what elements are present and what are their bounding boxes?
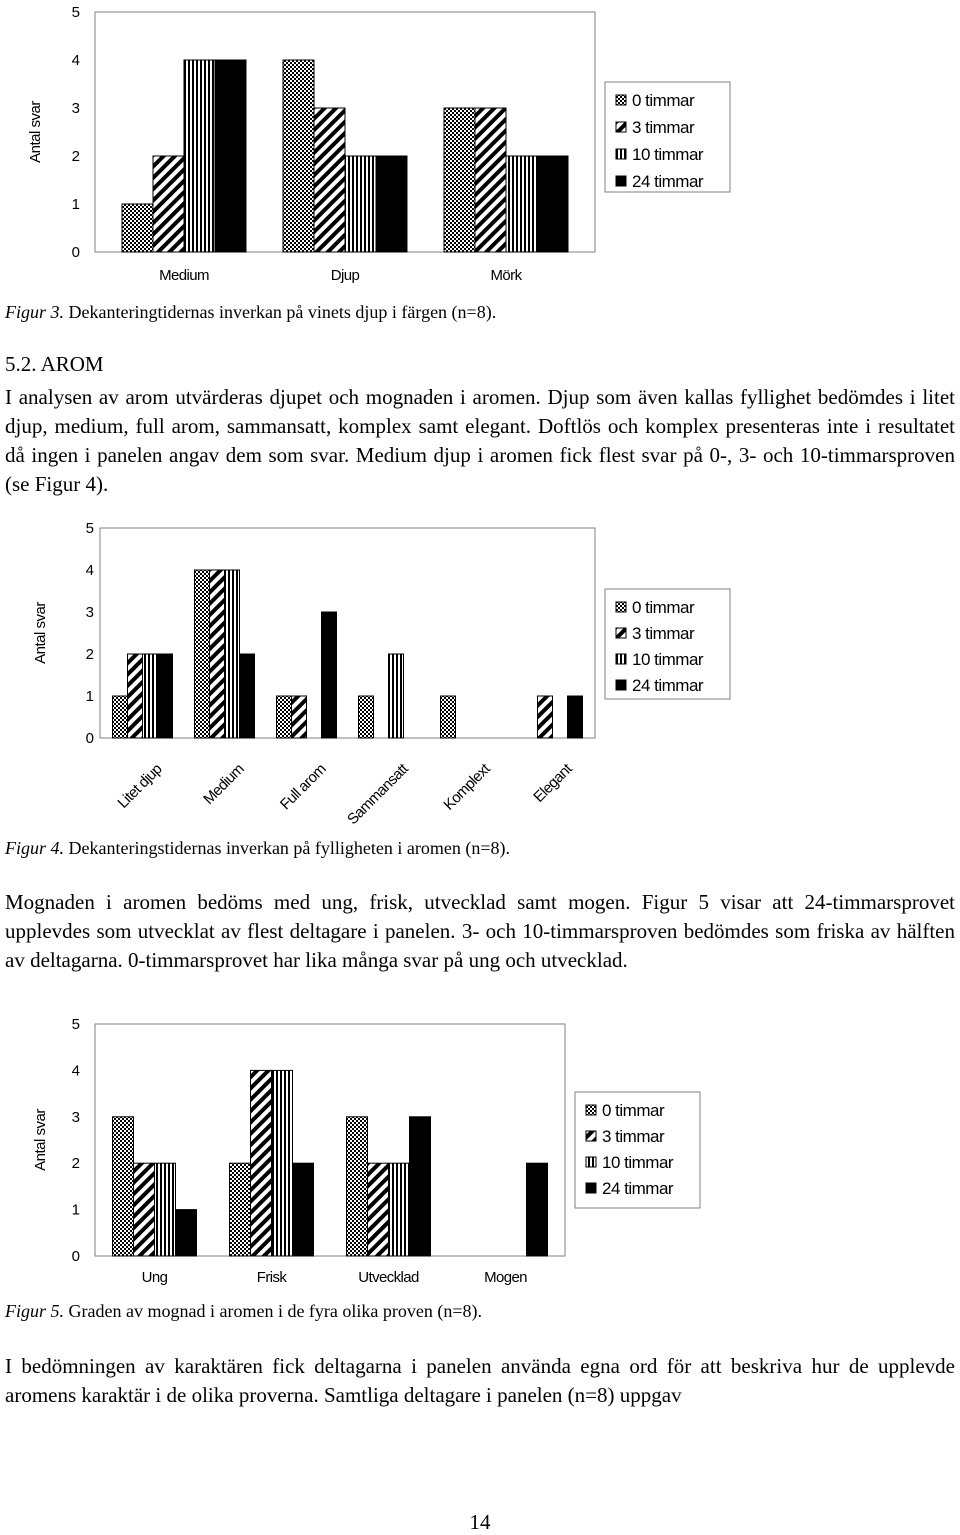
y-tick-label: 4 — [71, 52, 80, 69]
caption-figur-5 — [5, 1300, 955, 1322]
paragraph-arom: I analysen av arom utvärderas djupet och mognaden i aromen. Djup som även kallas fyllighet bedömdes i litet djup, medium, full arom, sammansatt, komplex samt elegant. Doftlös och komplex presenteras inte i resultatet då ingen i panelen angav dem som svar. Medium djup i aromen fick flest svar på 0-, 3- och 10-timmarsproven (se Figur 4). — [5, 385, 955, 496]
y-tick-label: 2 — [85, 646, 94, 663]
plot-area — [100, 528, 595, 738]
y-tick-label: 1 — [71, 1201, 80, 1219]
bar-10-timmar-ung — [155, 1163, 176, 1256]
caption-text: Dekanteringstidernas inverkan på fylligheten i aromen (n=8). — [64, 838, 511, 858]
category-label: Komplext — [440, 760, 494, 814]
caption-figur-3 — [5, 301, 955, 323]
legend-swatch — [616, 149, 626, 159]
bar-24-timmar-litet-djup — [158, 654, 173, 738]
bar-24-timmar-ung — [176, 1210, 197, 1256]
page-number: 14 — [469, 1510, 491, 1534]
bar-3-timmar-full-arom — [292, 696, 307, 738]
bar-chart-fyllighet — [0, 505, 960, 835]
category-label: Frisk — [256, 1269, 287, 1286]
legend-swatch — [616, 654, 626, 664]
y-tick-label: 3 — [71, 100, 80, 117]
y-axis-label: Antal svar — [32, 1109, 49, 1171]
caption-label: Figur 5. — [5, 1301, 65, 1321]
bar-10-timmar-mörk — [506, 156, 537, 252]
legend-label: 10 timmar — [632, 145, 704, 164]
legend-label: 0 timmar — [632, 598, 695, 617]
bar-3-timmar-utvecklad — [368, 1163, 389, 1256]
caption-text: Graden av mognad i aromen i de fyra olika proven (n=8). — [64, 1301, 483, 1321]
section-heading: 5.2. AROM — [5, 352, 104, 376]
bar-3-timmar-frisk — [251, 1070, 272, 1256]
legend-swatch — [616, 122, 626, 132]
bar-chart-mognad — [0, 1008, 960, 1293]
legend-label: 3 timmar — [632, 624, 695, 643]
bar-24-timmar-elegant — [568, 696, 583, 738]
y-tick-label: 0 — [85, 730, 94, 747]
bar-0-timmar-ung — [113, 1117, 134, 1256]
y-tick-label: 0 — [71, 244, 80, 261]
bar-3-timmar-mörk — [475, 108, 506, 252]
y-tick-label: 5 — [71, 4, 80, 21]
bar-10-timmar-sammansatt — [389, 654, 404, 738]
caption-label: Figur 4. — [5, 838, 65, 858]
bar-24-timmar-utvecklad — [410, 1117, 431, 1256]
bar-10-timmar-djup — [345, 156, 376, 252]
y-tick-label: 4 — [71, 1062, 80, 1080]
legend-swatch — [616, 95, 626, 105]
category-label: Mörk — [490, 267, 522, 284]
chart-figur-5 — [0, 1008, 960, 1293]
bar-3-timmar-litet-djup — [128, 654, 143, 738]
category-label: Medium — [200, 760, 248, 809]
y-tick-label: 2 — [71, 1155, 80, 1173]
caption-label: Figur 3. — [5, 302, 65, 322]
bar-24-timmar-mogen — [527, 1163, 548, 1256]
bar-3-timmar-medium — [153, 156, 184, 252]
y-axis-label: Antal svar — [27, 101, 44, 163]
legend — [605, 589, 730, 699]
bar-3-timmar-djup — [314, 108, 345, 252]
bar-0-timmar-full-arom — [277, 696, 292, 738]
legend-swatch — [586, 1157, 596, 1167]
category-label: Litet djup — [114, 760, 166, 812]
chart-figur-3 — [0, 0, 960, 292]
category-label: Utvecklad — [358, 1269, 419, 1286]
bar-24-timmar-frisk — [293, 1163, 314, 1256]
legend-swatch — [586, 1105, 596, 1115]
bar-24-timmar-medium — [240, 654, 255, 738]
legend-swatch — [586, 1131, 596, 1141]
category-label: Mogen — [484, 1269, 527, 1286]
bar-24-timmar-mörk — [537, 156, 568, 252]
y-axis-label: Antal svar — [32, 602, 49, 664]
caption-figur-4 — [5, 837, 955, 859]
legend-swatch — [616, 602, 626, 612]
bar-0-timmar-sammansatt — [359, 696, 374, 738]
legend — [575, 1092, 700, 1208]
category-label: Djup — [330, 267, 360, 284]
bar-24-timmar-medium — [215, 60, 246, 252]
paragraph-karaktar: I bedömningen av karaktären fick deltagarna i panelen använda egna ord för att beskriva hur de upplevde aromens karaktär i de olika proverna. Samtliga deltagare i panelen (n=8) uppgav — [5, 1354, 955, 1407]
bar-0-timmar-medium — [195, 570, 210, 738]
category-label: Elegant — [530, 760, 576, 806]
legend-swatch — [586, 1183, 596, 1193]
legend-label: 10 timmar — [632, 650, 704, 669]
bar-3-timmar-ung — [134, 1163, 155, 1256]
category-label: Medium — [159, 267, 209, 284]
y-tick-label: 5 — [71, 1016, 80, 1033]
legend-swatch — [616, 176, 626, 186]
category-label: Ung — [141, 1269, 168, 1286]
bar-0-timmar-frisk — [230, 1163, 251, 1256]
category-label: Sammansatt — [344, 760, 412, 829]
legend-label: 3 timmar — [602, 1127, 665, 1146]
bar-chart-djup-i-fargen — [0, 0, 960, 292]
bar-0-timmar-medium — [122, 204, 153, 252]
y-tick-label: 3 — [71, 1108, 80, 1126]
legend-label: 0 timmar — [632, 91, 695, 110]
legend-label: 0 timmar — [602, 1101, 665, 1120]
bar-10-timmar-utvecklad — [389, 1163, 410, 1256]
bar-3-timmar-elegant — [538, 696, 553, 738]
bar-24-timmar-djup — [376, 156, 407, 252]
y-tick-label: 1 — [71, 196, 80, 213]
bar-24-timmar-full-arom — [322, 612, 337, 738]
bar-10-timmar-litet-djup — [143, 654, 158, 738]
bar-10-timmar-medium — [225, 570, 240, 738]
bar-0-timmar-litet-djup — [113, 696, 128, 738]
legend-label: 10 timmar — [602, 1153, 674, 1172]
legend-label: 24 timmar — [602, 1179, 674, 1198]
y-tick-label: 3 — [85, 604, 94, 621]
y-tick-label: 1 — [85, 688, 94, 705]
legend — [605, 82, 730, 192]
legend-label: 24 timmar — [632, 172, 704, 191]
legend-label: 3 timmar — [632, 118, 695, 137]
legend-label: 24 timmar — [632, 676, 704, 695]
y-tick-label: 0 — [71, 1248, 80, 1265]
bar-3-timmar-medium — [210, 570, 225, 738]
bar-0-timmar-komplext — [441, 696, 456, 738]
chart-figur-4 — [0, 505, 960, 835]
y-tick-label: 5 — [85, 520, 94, 537]
y-tick-label: 2 — [71, 148, 80, 165]
bar-0-timmar-mörk — [444, 108, 475, 252]
bar-0-timmar-utvecklad — [347, 1117, 368, 1256]
caption-text: Dekanteringtidernas inverkan på vinets djup i färgen (n=8). — [64, 302, 497, 322]
bar-10-timmar-frisk — [272, 1070, 293, 1256]
bar-10-timmar-medium — [184, 60, 215, 252]
paragraph-mognad: Mognaden i aromen bedöms med ung, frisk, utvecklad samt mogen. Figur 5 visar att 24-timmarsprovet upplevdes som utvecklat av flest deltagare i panelen. 3- och 10-timmarsproven bedömdes som friska av hälften av deltagarna. 0-timmarsprovet har lika många svar på ung och utvecklad. — [5, 890, 955, 972]
legend-swatch — [616, 628, 626, 638]
bar-0-timmar-djup — [283, 60, 314, 252]
category-label: Full arom — [276, 760, 330, 814]
y-tick-label: 4 — [85, 562, 94, 579]
legend-swatch — [616, 680, 626, 690]
